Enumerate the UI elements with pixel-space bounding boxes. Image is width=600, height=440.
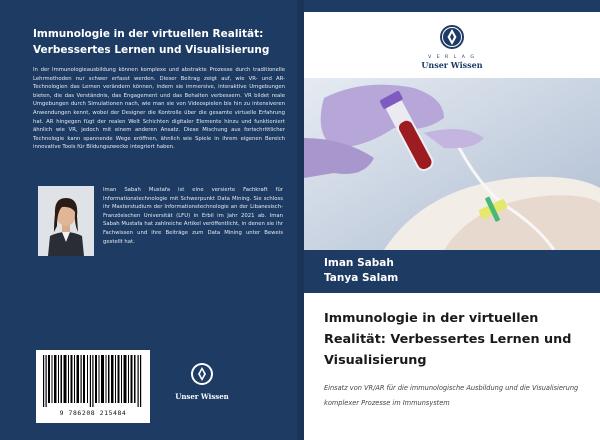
author-portrait-image [38, 186, 94, 256]
back-cover-title: Immunologie in der virtuellen Realität: Verbessertes Lernen und Visualisierung [33, 28, 270, 56]
author-photo [38, 186, 94, 256]
publisher-emblem-icon [439, 24, 465, 50]
front-cover-subtitle: Einsatz von VR/AR für die immunologische Ausbildung und die Visualisierung komplexer Prozesse im Immunsystem [324, 384, 579, 407]
publisher-emblem-icon [190, 362, 214, 386]
back-publisher-logo [172, 362, 232, 401]
authors-band [304, 250, 600, 293]
isbn-barcode [36, 350, 150, 423]
cover-photo-blood-draw [304, 78, 600, 250]
blood-sample-illustration [304, 78, 600, 250]
front-publisher-logo [402, 24, 502, 70]
author-bio: Iman Sabah Mustafa ist eine versierte Fachkraft für Informationstechnologie mit Schwerpunkt Data Mining. Sie schloss ihr Masterstudium der Informationstechnologie an der Libanesisch-Französischen Universität (LFU) in Erbil im Jahr 2021 ab. Iman Sabah Mustafa hat zahlreiche Artikel veröffentlicht, in denen sie ihr Fachwissen und ihre Beiträge zum Data Mining unter Beweis gestellt hat. [103, 187, 283, 245]
book-spine [297, 0, 304, 440]
front-top-bar [304, 0, 600, 12]
author-name-2: Tanya Salam [324, 272, 399, 284]
front-publisher-name: Unser Wissen [421, 60, 483, 70]
front-cover [304, 0, 600, 440]
back-publisher-name: Unser Wissen [175, 392, 229, 401]
front-cover-title: Immunologie in der virtuellen Realität: Verbessertes Lernen und Visualisierung [324, 311, 572, 368]
back-cover [0, 0, 297, 440]
back-cover-blurb: In der Immunologieausbildung können komplexe und abstrakte Prozesse durch traditionelle Lehrmethoden nur schwer erfasst werden. Dieser Beitrag zeigt auf, wie VR- und AR-Technologien das Lernen verändern können, indem sie immersive, interaktive Umgebungen bieten, die das Verständnis, das Engagement und das Behalten verbessern. VR bildet reale Umgebungen durch Simulationen nach, wie man sie von Videospielen bis hin zu intensiveren Anwendungen kennt, wobei der Designer die Kontrolle über die gesamte virtuelle Erfahrung hat. AR hingegen fügt der realen Welt Schichten digitaler Elemente hinzu und funktioniert ähnlich wie VR, jedoch mit einem anderen Ansatz. Diese Mischung aus fortschrittlicher Technologie kann spannende Wege eröffnen, ähnlich wie Spiele in ihrem eigenen Bereich innovative Tools für Bildungszwecke integriert haben. [33, 67, 285, 151]
barcode-bars-image [41, 355, 145, 407]
front-publisher-verlag: V E R L A G [428, 55, 476, 60]
author-name-1: Iman Sabah [324, 257, 394, 269]
isbn-number: 9 786208 215484 [59, 409, 127, 417]
